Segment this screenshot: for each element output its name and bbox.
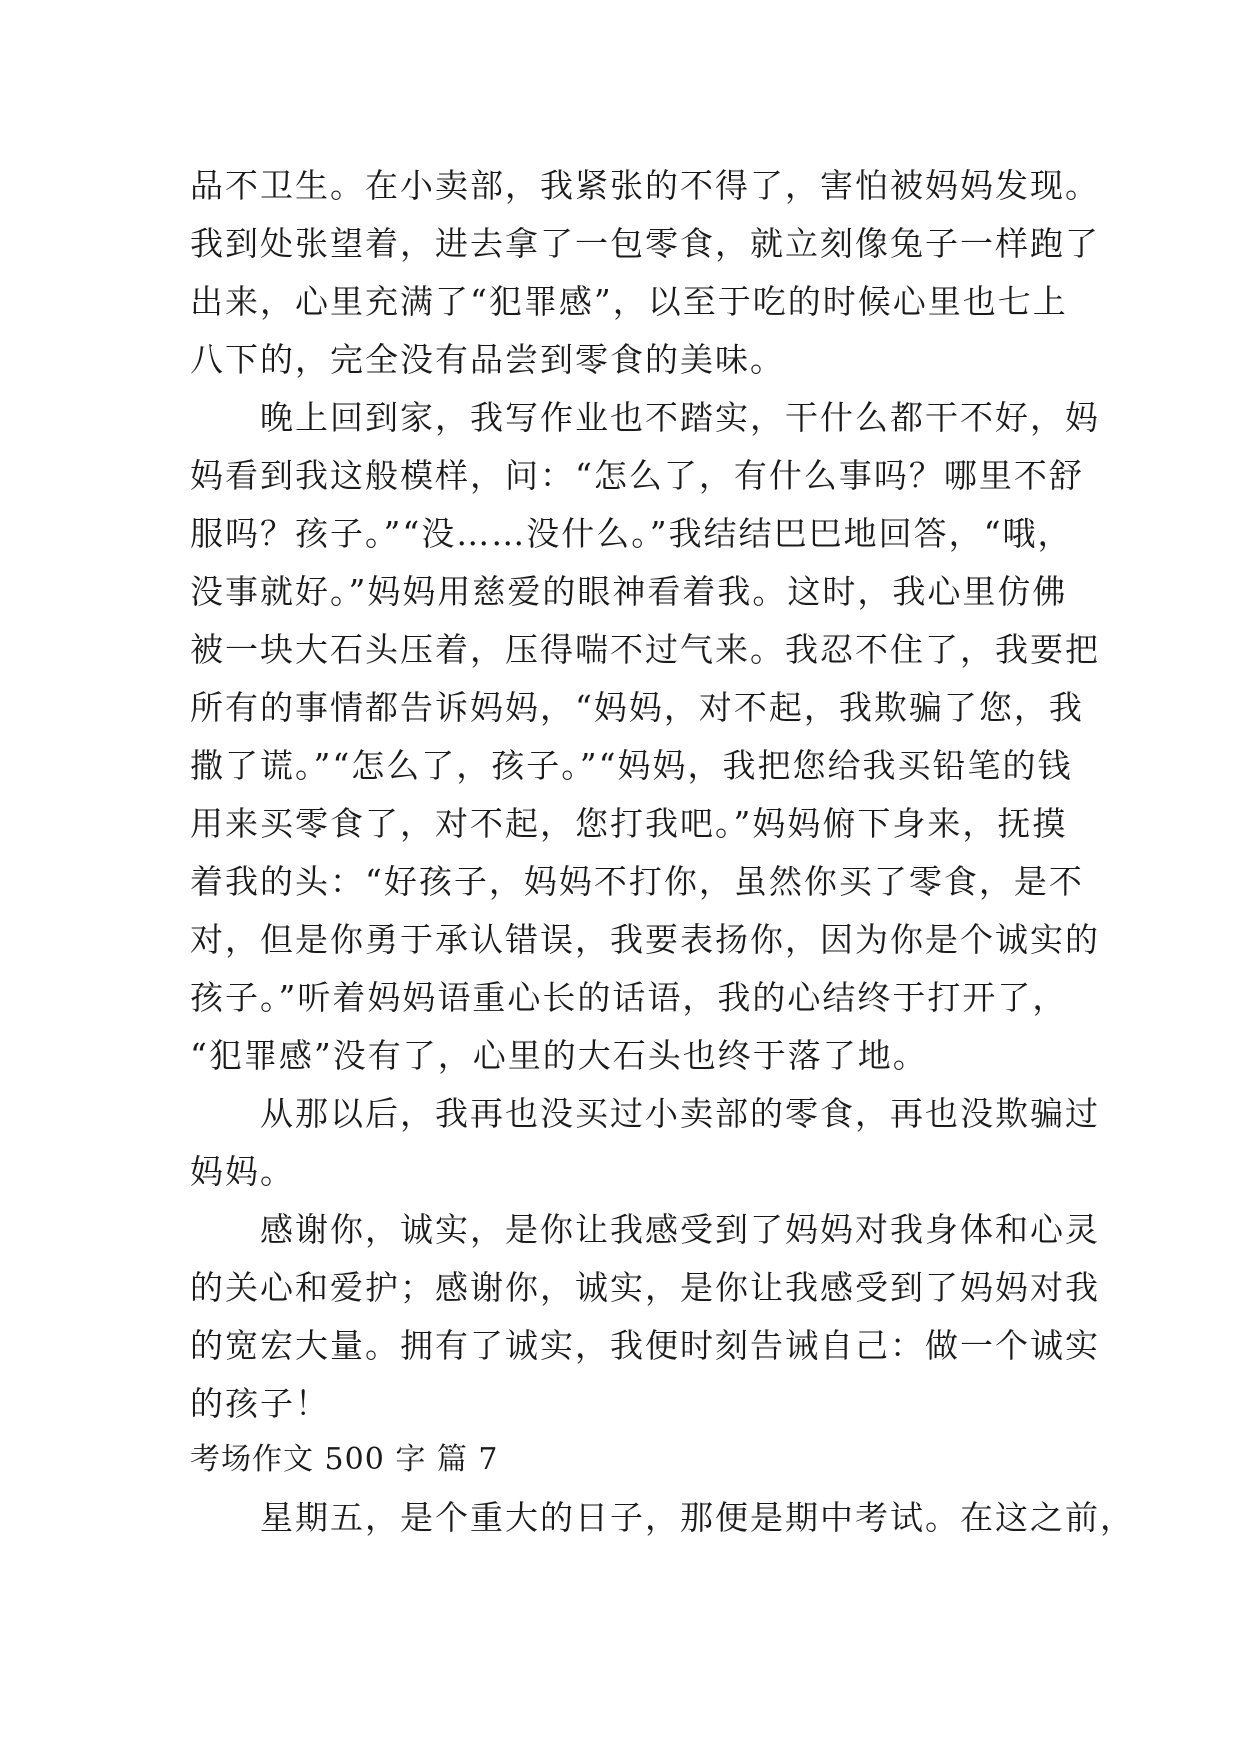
text-line: 妈看到我这般模样，问：“怎么了，有什么事吗？哪里不舒 [190,456,1084,495]
text-line: 的宽宏大量。拥有了诚实，我便时刻告诫自己：做一个诚实 [190,1326,1100,1365]
text-line: 用来买零食了，对不起，您打我吧。”妈妈俯下身来，抚摸 [190,804,1068,843]
text-line: 品不卫生。在小卖部，我紧张的不得了，害怕被妈妈发现。 [190,166,1100,205]
text-line: 出来，心里充满了“犯罪感”，以至于吃的时候心里也七上 [190,282,1068,321]
text-line: 我到处张望着，进去拿了一包零食，就立刻像兔子一样跑了 [190,224,1100,263]
text-line: 的关心和爱护；感谢你，诚实，是你让我感受到了妈妈对我 [190,1268,1100,1307]
text-line: 撒了谎。”“怎么了，孩子。”“妈妈，我把您给我买铅笔的钱 [190,746,1073,785]
text-line: 晚上回到家，我写作业也不踏实，干什么都干不好，妈 [190,398,1100,437]
text-line: 对，但是你勇于承认错误，我要表扬你，因为你是个诚实的 [190,920,1100,959]
text-line: 没事就好。”妈妈用慈爱的眼神看着我。这时，我心里仿佛 [190,572,1068,611]
section-heading: 考场作文 500 字 篇 7 [190,1442,499,1477]
text-line: 孩子。”听着妈妈语重心长的话语，我的心结终于打开了， [190,978,1068,1017]
text-line: 感谢你，诚实，是你让我感受到了妈妈对我身体和心灵 [190,1210,1100,1249]
text-line: 被一块大石头压着，压得喘不过气来。我忍不住了，我要把 [190,630,1100,669]
text-line: “犯罪感”没有了，心里的大石头也终于落了地。 [190,1036,928,1075]
text-line: 从那以后，我再也没买过小卖部的零食，再也没欺骗过 [190,1094,1100,1133]
text-line: 八下的，完全没有品尝到零食的美味。 [190,340,785,379]
text-line: 的孩子！ [190,1384,330,1423]
text-line: 着我的头：“好孩子，妈妈不打你，虽然你买了零食，是不 [190,862,1084,901]
text-line: 妈妈。 [190,1152,295,1191]
text-line: 所有的事情都告诉妈妈，“妈妈，对不起，我欺骗了您，我 [190,688,1084,727]
text-line: 星期五，是个重大的日子，那便是期中考试。在这之前， [190,1498,1135,1537]
text-line: 服吗？孩子。”“没……没什么。”我结结巴巴地回答，“哦， [190,514,1073,553]
